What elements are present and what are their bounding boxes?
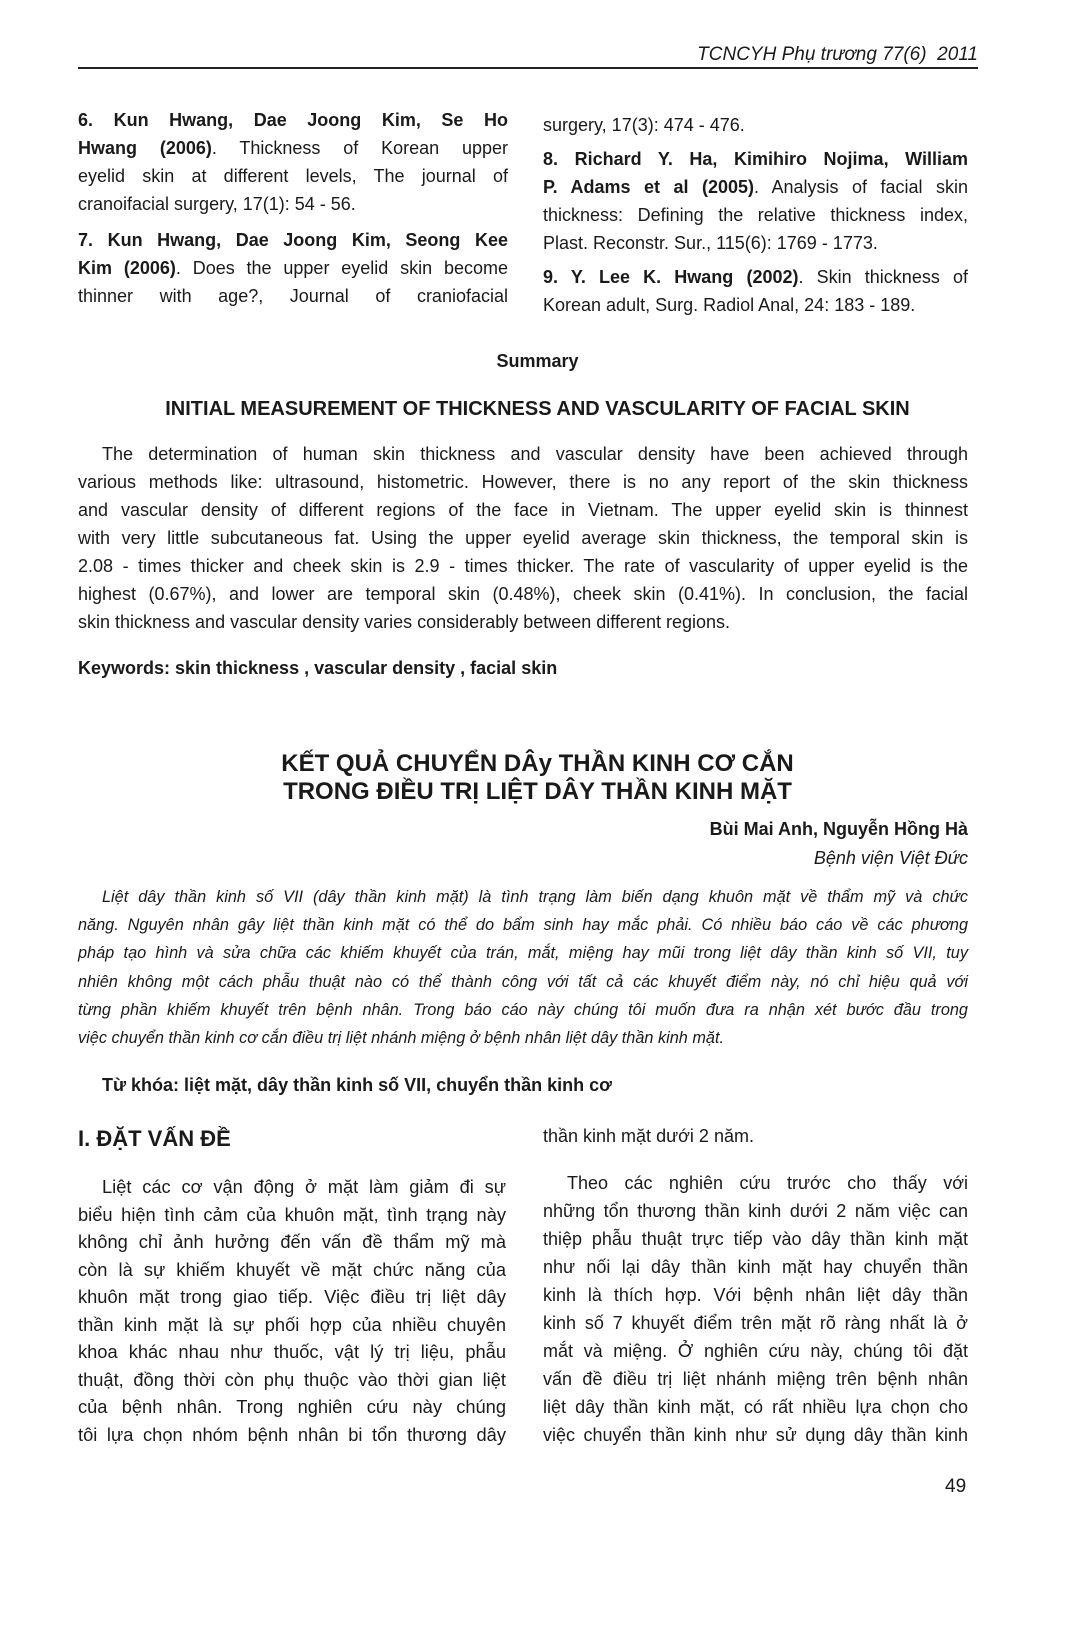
text-line: skin thickness and vascular density varies considerably between different regions. bbox=[78, 612, 731, 632]
references-right-column bbox=[543, 111, 968, 319]
reference-entry bbox=[543, 263, 968, 319]
reference-line bbox=[543, 145, 968, 173]
reference-line bbox=[78, 190, 508, 218]
reference-line bbox=[78, 106, 508, 134]
reference-entry bbox=[543, 111, 968, 139]
summary-title: INITIAL MEASUREMENT OF THICKNESS AND VASCULARITY OF FACIAL SKIN bbox=[165, 398, 910, 420]
article-keywords: Từ khóa: liệt mặt, dây thần kinh số VII, chuyển thần kinh cơ bbox=[102, 1075, 612, 1095]
text-line: còn là sự khiếm khuyết về mặt chức năng của bbox=[78, 1258, 506, 1280]
reference-line bbox=[543, 173, 968, 201]
text-line: Liệt dây thần kinh số VII (dây thần kinh mặt) là tình trạng làm biến dạng khuôn mặt về thẩm mỹ và chức bbox=[102, 888, 968, 906]
text-line: thần kinh mặt là sự phối hợp của nhiều chuyên bbox=[78, 1313, 506, 1335]
reference-line bbox=[543, 229, 968, 257]
section-heading: I. ĐẶT VẤN ĐỀ bbox=[78, 1126, 231, 1151]
text-line: kinh là thích hợp. Với bệnh nhân liệt dây thần bbox=[543, 1285, 968, 1305]
summary-keywords: Keywords: skin thickness , vascular density , facial skin bbox=[78, 658, 558, 678]
text-line: như nối lại dây thần kinh mặt hay chuyển thần bbox=[543, 1257, 968, 1277]
reference-authors: 8. Richard Y. Ha, Kimihiro Nojima, William bbox=[543, 149, 968, 169]
reference-entry bbox=[543, 145, 968, 257]
text-line: and vascular density of different regions of the face in Vietnam. The upper eyelid skin is thinnest bbox=[78, 500, 968, 520]
body-right-column bbox=[543, 1169, 968, 1449]
article-title bbox=[0, 750, 1075, 806]
text-line: không chỉ ảnh hưởng đến vấn đề thẩm mỹ mà bbox=[78, 1231, 506, 1252]
summary-abstract bbox=[78, 440, 968, 636]
text-line: tôi lựa chọn nhóm bệnh nhân bi tổn thương dây bbox=[78, 1423, 506, 1445]
summary-heading: Summary bbox=[496, 351, 579, 371]
text-line: kinh số 7 khuyết điểm trên mặt rõ ràng nhất là ở bbox=[543, 1313, 968, 1333]
reference-line bbox=[78, 282, 508, 310]
text-line: việc chuyển thần kinh cơ cắn điều trị liệt nhánh miệng ở bệnh nhân liệt dây thần kinh mặt. bbox=[78, 1029, 725, 1048]
text-line: vấn đề điều trị liệt nhánh miệng trên bệnh nhân bbox=[543, 1369, 968, 1389]
body-left-column bbox=[78, 1173, 506, 1448]
reference-authors: 6. Kun Hwang, Dae Joong Kim, Se Ho bbox=[78, 110, 508, 130]
reference-line bbox=[543, 201, 968, 229]
reference-line bbox=[78, 162, 508, 190]
article-title-line: KẾT QUẢ CHUYỂN DÂy THẦN KINH CƠ CẮN bbox=[281, 750, 794, 777]
text-line: thuật, đồng thời còn phụ thuộc vào thời gian liệt bbox=[78, 1368, 506, 1390]
references-left-column bbox=[78, 106, 508, 310]
text-line: việc chuyển thần kinh như sử dụng dây thần kinh bbox=[543, 1425, 968, 1445]
reference-text: surgery, 17(3): 474 - 476. bbox=[543, 115, 745, 135]
article-abstract bbox=[78, 883, 968, 1052]
text-line: 2.08 - times thicker and cheek skin is 2.9 - times thicker. The rate of vascularity of upper eyelid is the bbox=[78, 556, 968, 576]
reference-line bbox=[78, 134, 508, 162]
running-header bbox=[697, 44, 978, 66]
text-line: various methods like: ultrasound, histometric. However, there is no any report of the skin thickness bbox=[78, 472, 968, 492]
article-affiliation: Bệnh viện Việt Đức bbox=[813, 848, 968, 868]
header-rule bbox=[78, 67, 978, 69]
article-title-line: TRONG ĐIỀU TRỊ LIỆT DÂY THẦN KINH MẶT bbox=[283, 778, 792, 805]
reference-text: cranoifacial surgery, 17(1): 54 - 56. bbox=[78, 194, 356, 214]
reference-entry bbox=[78, 226, 508, 310]
text-line: của bệnh nhân. Trong nghiên cứu này chúng bbox=[78, 1396, 506, 1417]
reference-text: Korean adult, Surg. Radiol Anal, 24: 183 - 189. bbox=[543, 295, 916, 315]
reference-text: thinner with age?, Journal of craniofacial bbox=[78, 286, 508, 306]
reference-authors: Kim (2006) bbox=[78, 258, 176, 278]
article-authors: Bùi Mai Anh, Nguyễn Hồng Hà bbox=[709, 819, 968, 839]
reference-authors: Hwang (2006) bbox=[78, 138, 212, 158]
text-line: liệt dây thần kinh mặt, có rất nhiều lựa chọn cho bbox=[543, 1397, 968, 1417]
reference-text: Plast. Reconstr. Sur., 115(6): 1769 - 1773. bbox=[543, 233, 878, 253]
reference-text: eyelid skin at different levels, The journal of bbox=[78, 166, 508, 186]
text-line: The determination of human skin thickness and vascular density have been achieved through bbox=[102, 444, 968, 464]
text-line: những tổn thương thần kinh dưới 2 năm việc can bbox=[543, 1201, 968, 1221]
reference-line bbox=[78, 226, 508, 254]
reference-authors: P. Adams et al (2005) bbox=[543, 177, 754, 197]
reference-line bbox=[78, 254, 508, 282]
reference-authors: 9. Y. Lee K. Hwang (2002) bbox=[543, 267, 799, 287]
text-line: khoa khác nhau như thuốc, vật lý trị liệu, phẫu bbox=[78, 1341, 506, 1362]
text-line: mắt và miệng. Ở nghiên cứu này, chúng tôi đặt bbox=[543, 1341, 968, 1361]
reference-text: . Analysis of facial skin bbox=[754, 177, 968, 197]
reference-text: . Skin thickness of bbox=[798, 267, 968, 287]
reference-text: . Does the upper eyelid skin become bbox=[175, 258, 508, 278]
text-line: năng. Nguyên nhân gây liệt thần kinh mặt có thể do bẩm sinh hay mắc phải. Có nhiều báo cáo về các phương bbox=[78, 916, 968, 935]
body-right-first-line: thần kinh mặt dưới 2 năm. bbox=[543, 1126, 754, 1146]
reference-entry bbox=[78, 106, 508, 218]
text-line: nhiên không một cách phẫu thuật nào có thể thành công với tất cả các khuyết điểm này, nó chỉ hiệu quả với bbox=[78, 972, 968, 991]
text-line: từng phần khiếm khuyết trên bệnh nhân. Trong báo cáo này chúng tôi muốn đưa ra nhận xét bước đầu trong bbox=[78, 1000, 968, 1019]
reference-line bbox=[543, 263, 968, 291]
text-line: highest (0.67%), and lower are temporal skin (0.48%), cheek skin (0.41%). In conclusion, the facial bbox=[78, 584, 968, 604]
journal-year: 2011 bbox=[937, 44, 978, 65]
text-line: pháp tạo hình và sửa chữa các khiếm khuyết của trán, mắt, miệng hay mũi trong liệt dây thần kinh số VII, tuy bbox=[78, 944, 968, 963]
reference-authors: 7. Kun Hwang, Dae Joong Kim, Seong Kee bbox=[78, 230, 508, 250]
text-line: biểu hiện tình cảm của khuôn mặt, tình trạng này bbox=[78, 1203, 506, 1225]
text-line: khuôn mặt trong giao tiếp. Việc điều trị liệt dây bbox=[78, 1286, 506, 1307]
reference-line bbox=[543, 291, 968, 319]
reference-line bbox=[543, 111, 968, 139]
text-line: thiệp phẫu thuật trực tiếp vào dây thần kinh mặt bbox=[543, 1229, 968, 1249]
reference-text: thickness: Defining the relative thickness index, bbox=[543, 205, 968, 225]
page-number: 49 bbox=[945, 1476, 967, 1497]
reference-text: . Thickness of Korean upper bbox=[211, 138, 508, 158]
journal-name: TCNCYH Phụ trương 77(6) bbox=[697, 44, 927, 65]
text-line: with very little subcutaneous fat. Using the upper eyelid average skin thickness, the temporal skin is bbox=[78, 528, 968, 548]
text-line: Theo các nghiên cứu trước cho thấy với bbox=[567, 1173, 968, 1193]
text-line: Liệt các cơ vận động ở mặt làm giảm đi sự bbox=[102, 1176, 506, 1197]
